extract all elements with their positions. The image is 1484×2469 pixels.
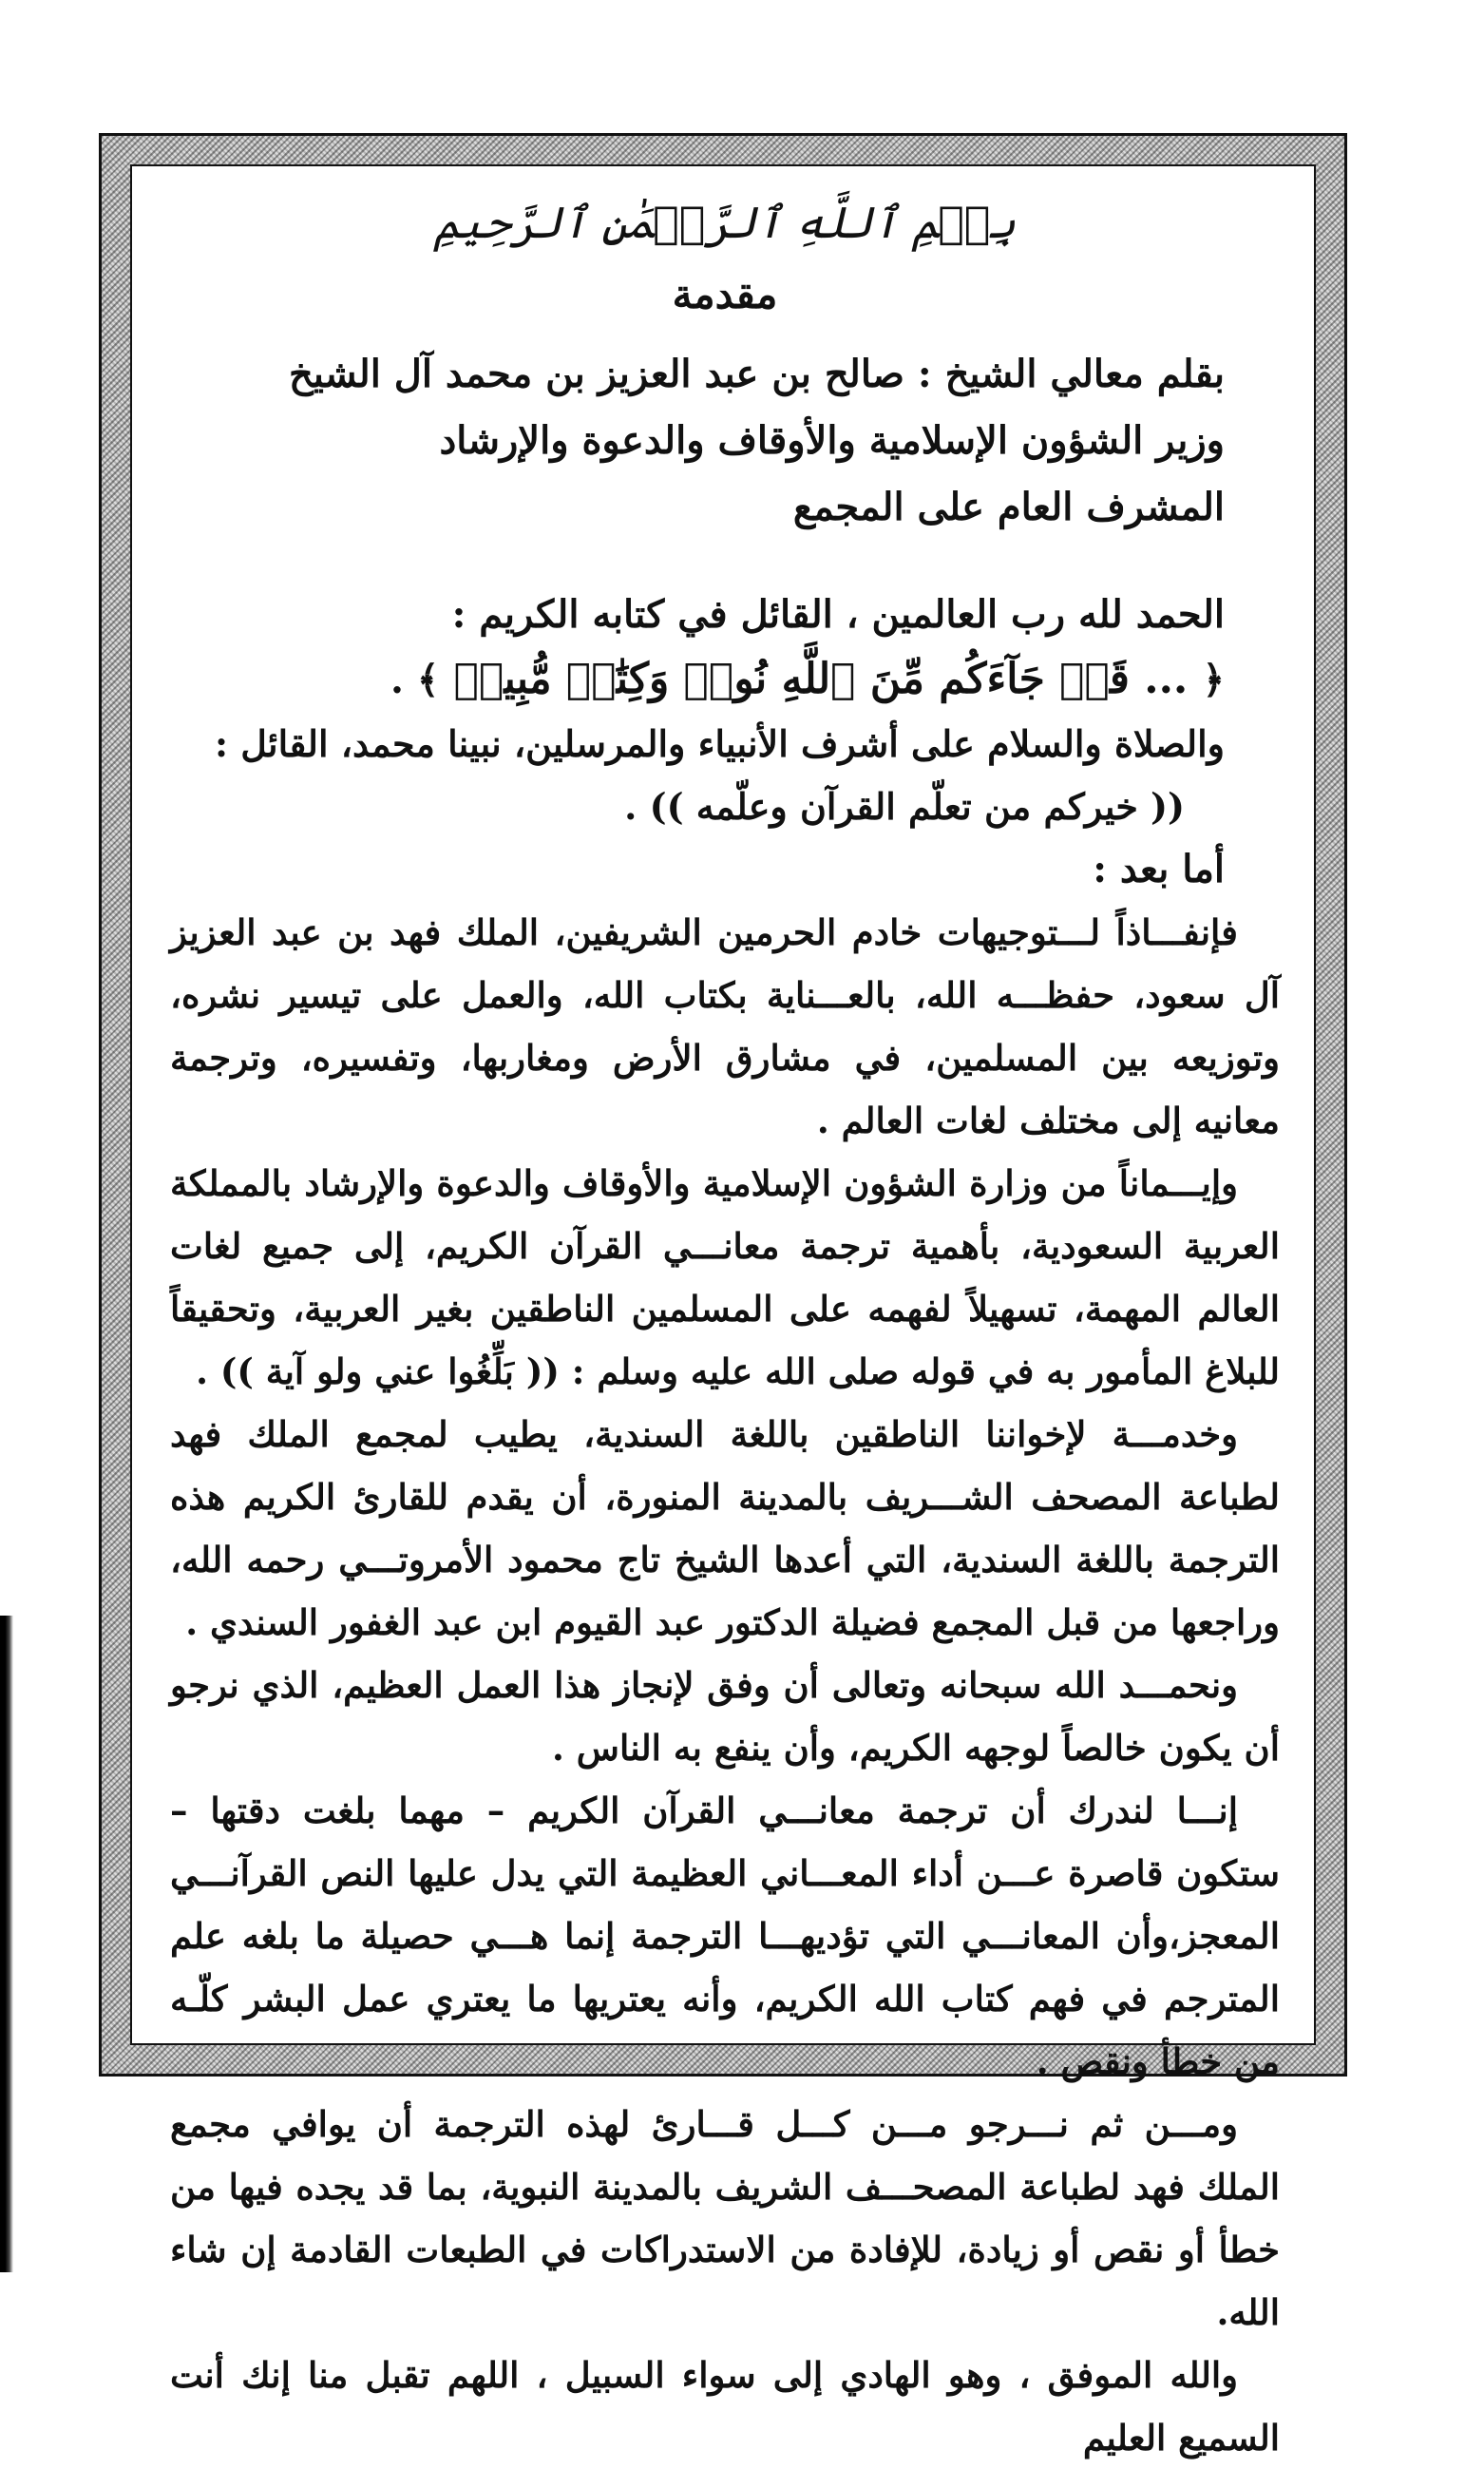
introduction-content (170, 189, 1280, 2459)
decorative-border-frame (99, 133, 1347, 2459)
verse-close-bracket: ﴾ . (390, 658, 440, 702)
verse-open-bracket: ﴿ (1202, 658, 1225, 702)
basmala-calligraphy: بِسۡمِ ٱللَّهِ ٱلرَّحۡمَٰنِ ٱلرَّحِيمِ (433, 197, 1017, 248)
page-edge-shadow (0, 1616, 13, 2272)
hadith-line: (( خيركم من تعلّم القرآن وعلّمه )) . (624, 785, 1185, 828)
paragraph-ministry: وإيـــماناً من وزارة الشؤون الإسلامية والأوقاف والدعوة والإرشاد بالمملكة العربية السعودية، بأهمية ترجمة معانـــي القرآن الكريم، إلى جميع لغات العالم المهمة، تسهيلاً لفهمه على المسلمين الناطقين بغير العربية، وتحقيقاً للبلاغ المأمور به في قوله صلى الله عليه وسلم : (( بَلِّغُوا عني ولو آية )) . (170, 1162, 1280, 1392)
author-line-role: المشرف العام على المجمع (792, 485, 1225, 529)
paragraph-praise: ونحمـــد الله سبحانه وتعالى أن وفق لإنجاز هذا العمل العظيم، الذي نرجو أن يكون خالصاً لوجهه الكريم، وأن ينفع به الناس . (170, 1664, 1280, 1769)
author-block (170, 341, 1280, 541)
paragraph-closing-prayer: والله الموفق ، وهو الهادي إلى سواء السبيل ، اللهم تقبل منا إنك أنت السميع العليم (170, 2354, 1280, 2459)
verse-text: ... قَدۡ جَآءَكُم مِّنَ ٱللَّهِ نُورٞ وَكِتَٰبٞ مُّبِينٞ (453, 655, 1189, 703)
paragraph-limitations: إنـــا لندرك أن ترجمة معانـــي القرآن الكريم – مهما بلغت دقتها – ستكون قاصرة عـــن أداء المعـــاني العظيمة التي يدل عليها النص القرآنـــي المعجز،وأن المعانـــي التي تؤديهـــا الترجمة إنما هـــي حصيلة ما بلغه علم المترجم في فهم كتاب الله الكريم، وأنه يعتريها ما يعتري عمل البشر كلّـه من خطأ ونقص . (170, 1790, 1280, 2082)
author-line-name: بقلم معالي الشيخ : صالح بن عبد العزيز بن محمد آل الشيخ (288, 352, 1225, 396)
page-title: مقدمة (672, 271, 778, 317)
page-panel (130, 164, 1316, 2459)
paragraph-sindhi-translation: وخدمـــة لإخواننا الناطقين باللغة السندية، يطيب لمجمع الملك فهد لطباعة المصحف الشـــريف بالمدينة المنورة، أن يقدم للقارئ الكريم هذه الترجمة باللغة السندية، التي أعدها الشيخ تاج محمود الأمروتـــي رحمه الله، وراجعها من قبل المجمع فضيلة الدكتور عبد القيوم ابن عبد الغفور السندي . (170, 1413, 1280, 1643)
salat-line: والصلاة والسلام على أشرف الأنبياء والمرسلين، نبينا محمد، القائل : (215, 722, 1225, 765)
quran-verse (170, 647, 1280, 713)
praise-line: الحمد لله رب العالمين ، القائل في كتابه الكريم : (451, 592, 1225, 637)
introduction-body (170, 901, 1280, 2469)
amma-bad-heading: أما بعد : (1093, 847, 1225, 891)
paragraph-feedback: ومـــن ثم نـــرجو مـــن كـــل قـــارئ لهذه الترجمة أن يوافي مجمع الملك فهد لطباعة المصحـــف الشريف بالمدينة النبوية، بما قد يجده فيها من خطأ أو نقص أو زيادة، للإفادة من الاستدراكات في الطبعات القادمة إن شاء الله. (170, 2103, 1280, 2333)
paragraph-directives: فإنفـــاذاً لـــتوجيهات خادم الحرمين الشريفين، الملك فهد بن عبد العزيز آل سعود، حفظـــه الله، بالعـــناية بكتاب الله، والعمل على تيسير نشره، وتوزيعه بين المسلمين، في مشارق الأرض ومغاربها، وتفسيره، وترجمة معانيه إلى مختلف لغات العالم . (170, 911, 1280, 1141)
author-line-position: وزير الشؤون الإسلامية والأوقاف والدعوة والإرشاد (439, 418, 1225, 463)
